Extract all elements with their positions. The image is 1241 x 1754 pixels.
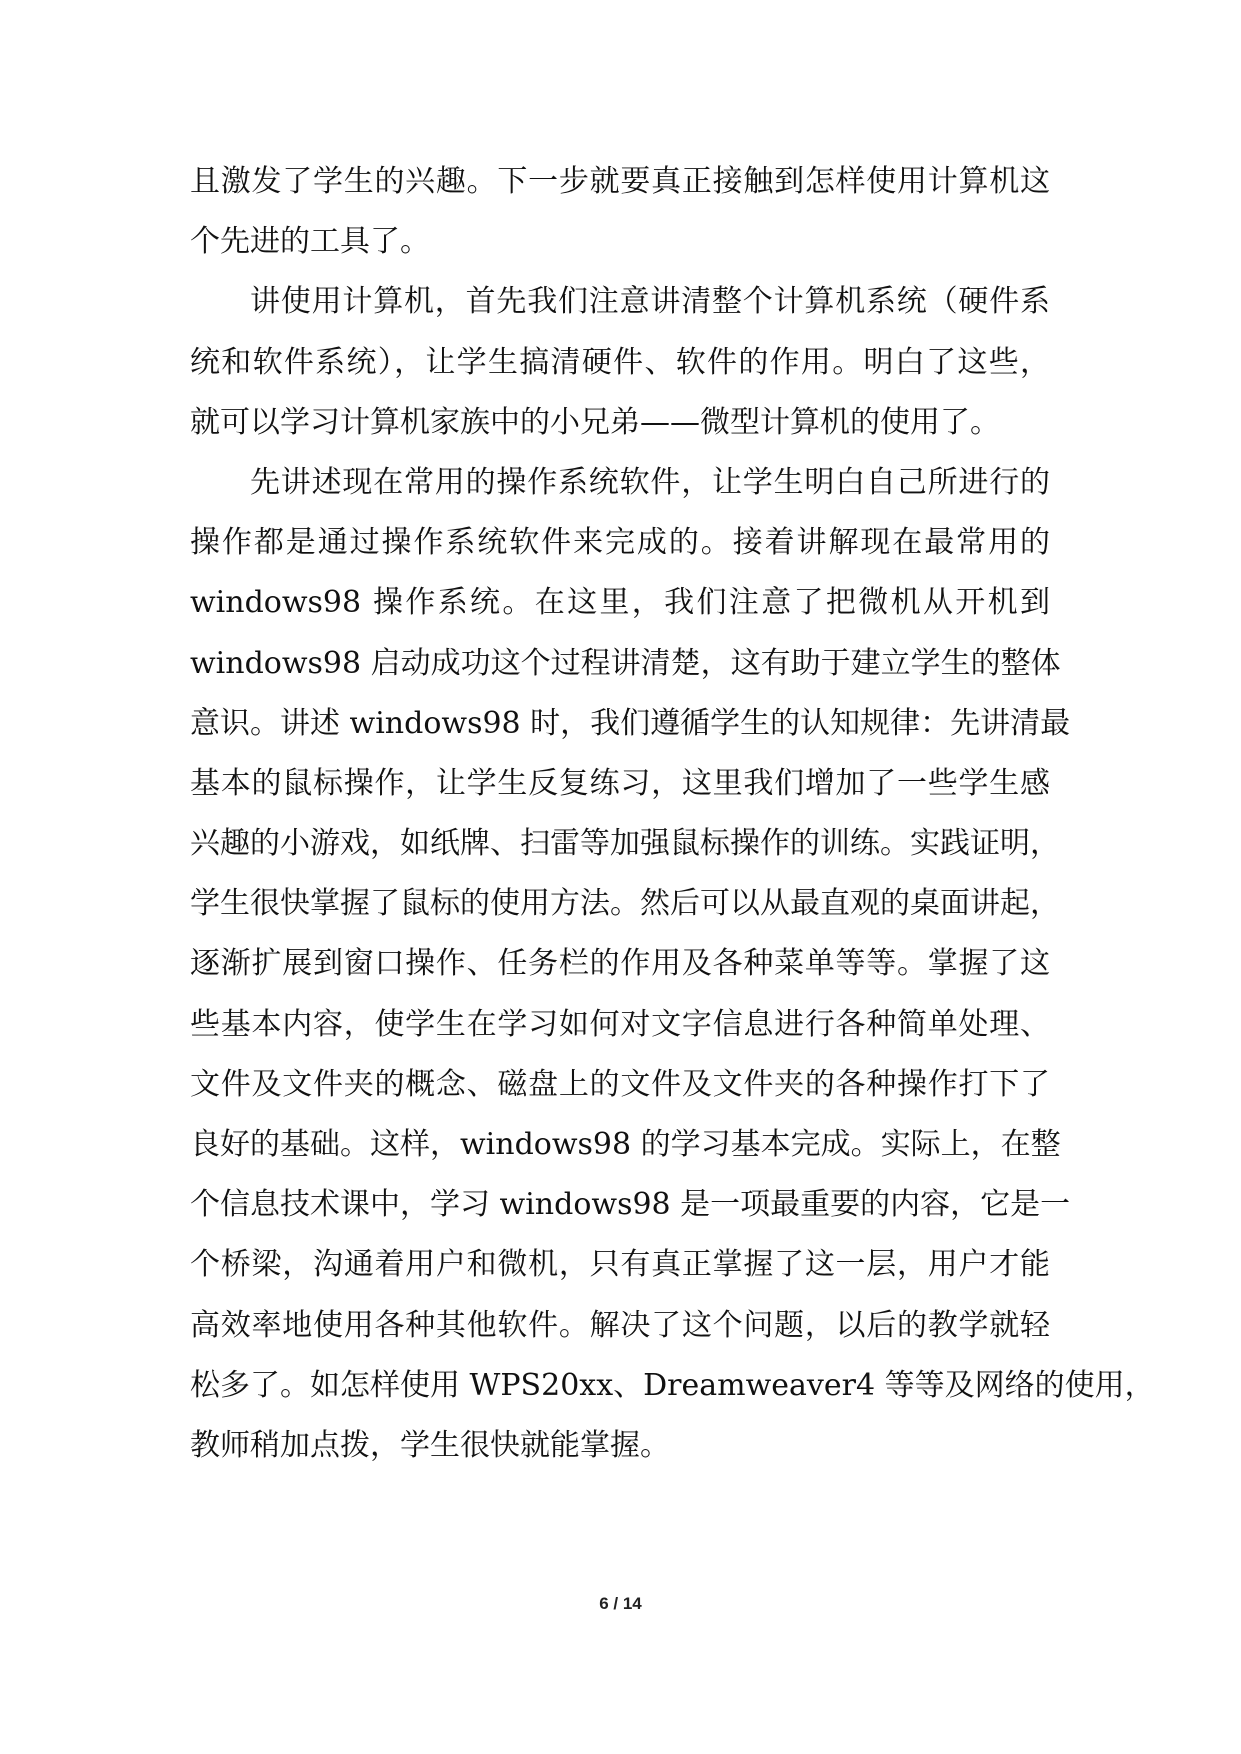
text-line: 讲使用计算机，首先我们注意讲清整个计算机系统（硬件系 [250,284,1050,320]
text-line: 高效率地使用各种其他软件。解决了这个问题，以后的教学就轻 [190,1307,1050,1343]
text-line: 个信息技术课中，学习 windows98 是一项最重要的内容，它是一 [190,1187,1071,1223]
text-line: 就可以学习计算机家族中的小兄弟——微型计算机的使用了。 [190,404,1000,440]
text-line: 操作都是通过操作系统软件来完成的。接着讲解现在最常用的 [190,525,1050,561]
page-number: 6 / 14 [599,1594,642,1613]
text-line: 意识。讲述 windows98 时，我们遵循学生的认知规律：先讲清最 [190,705,1071,741]
body-text [190,152,1155,1476]
text-line: 教师稍加点拨，学生很快就能掌握。 [190,1427,670,1463]
text-line: 统和软件系统），让学生搞清硬件、软件的作用。明白了这些， [190,344,1050,380]
text-line: 先讲述现在常用的操作系统软件，让学生明白自己所进行的 [250,464,1050,500]
text-line: 文件及文件夹的概念、磁盘上的文件及文件夹的各种操作打下了 [190,1066,1050,1102]
text-line: 学生很快掌握了鼠标的使用方法。然后可以从最直观的桌面讲起， [190,886,1060,922]
text-line: 个先进的工具了。 [190,224,430,260]
text-line: 些基本内容，使学生在学习如何对文字信息进行各种简单处理、 [190,1006,1050,1042]
text-line: 且激发了学生的兴趣。下一步就要真正接触到怎样使用计算机这 [190,164,1050,199]
text-line: windows98 操作系统。在这里，我们注意了把微机从开机到 [190,585,1050,621]
text-line: 良好的基础。这样，windows98 的学习基本完成。实际上，在整 [190,1127,1061,1162]
text-line: 逐渐扩展到窗口操作、任务栏的作用及各种菜单等等。掌握了这 [190,946,1050,982]
text-line: 松多了。如怎样使用 WPS20xx、Dreamweaver4 等等及网络的使用， [190,1367,1155,1403]
text-line: 个桥梁，沟通着用户和微机，只有真正掌握了这一层，用户才能 [190,1247,1050,1283]
text-line: 基本的鼠标操作，让学生反复练习，这里我们增加了一些学生感 [190,765,1050,801]
text-line: windows98 启动成功这个过程讲清楚，这有助于建立学生的整体 [190,645,1061,681]
text-line: 兴趣的小游戏，如纸牌、扫雷等加强鼠标操作的训练。实践证明， [190,826,1060,862]
